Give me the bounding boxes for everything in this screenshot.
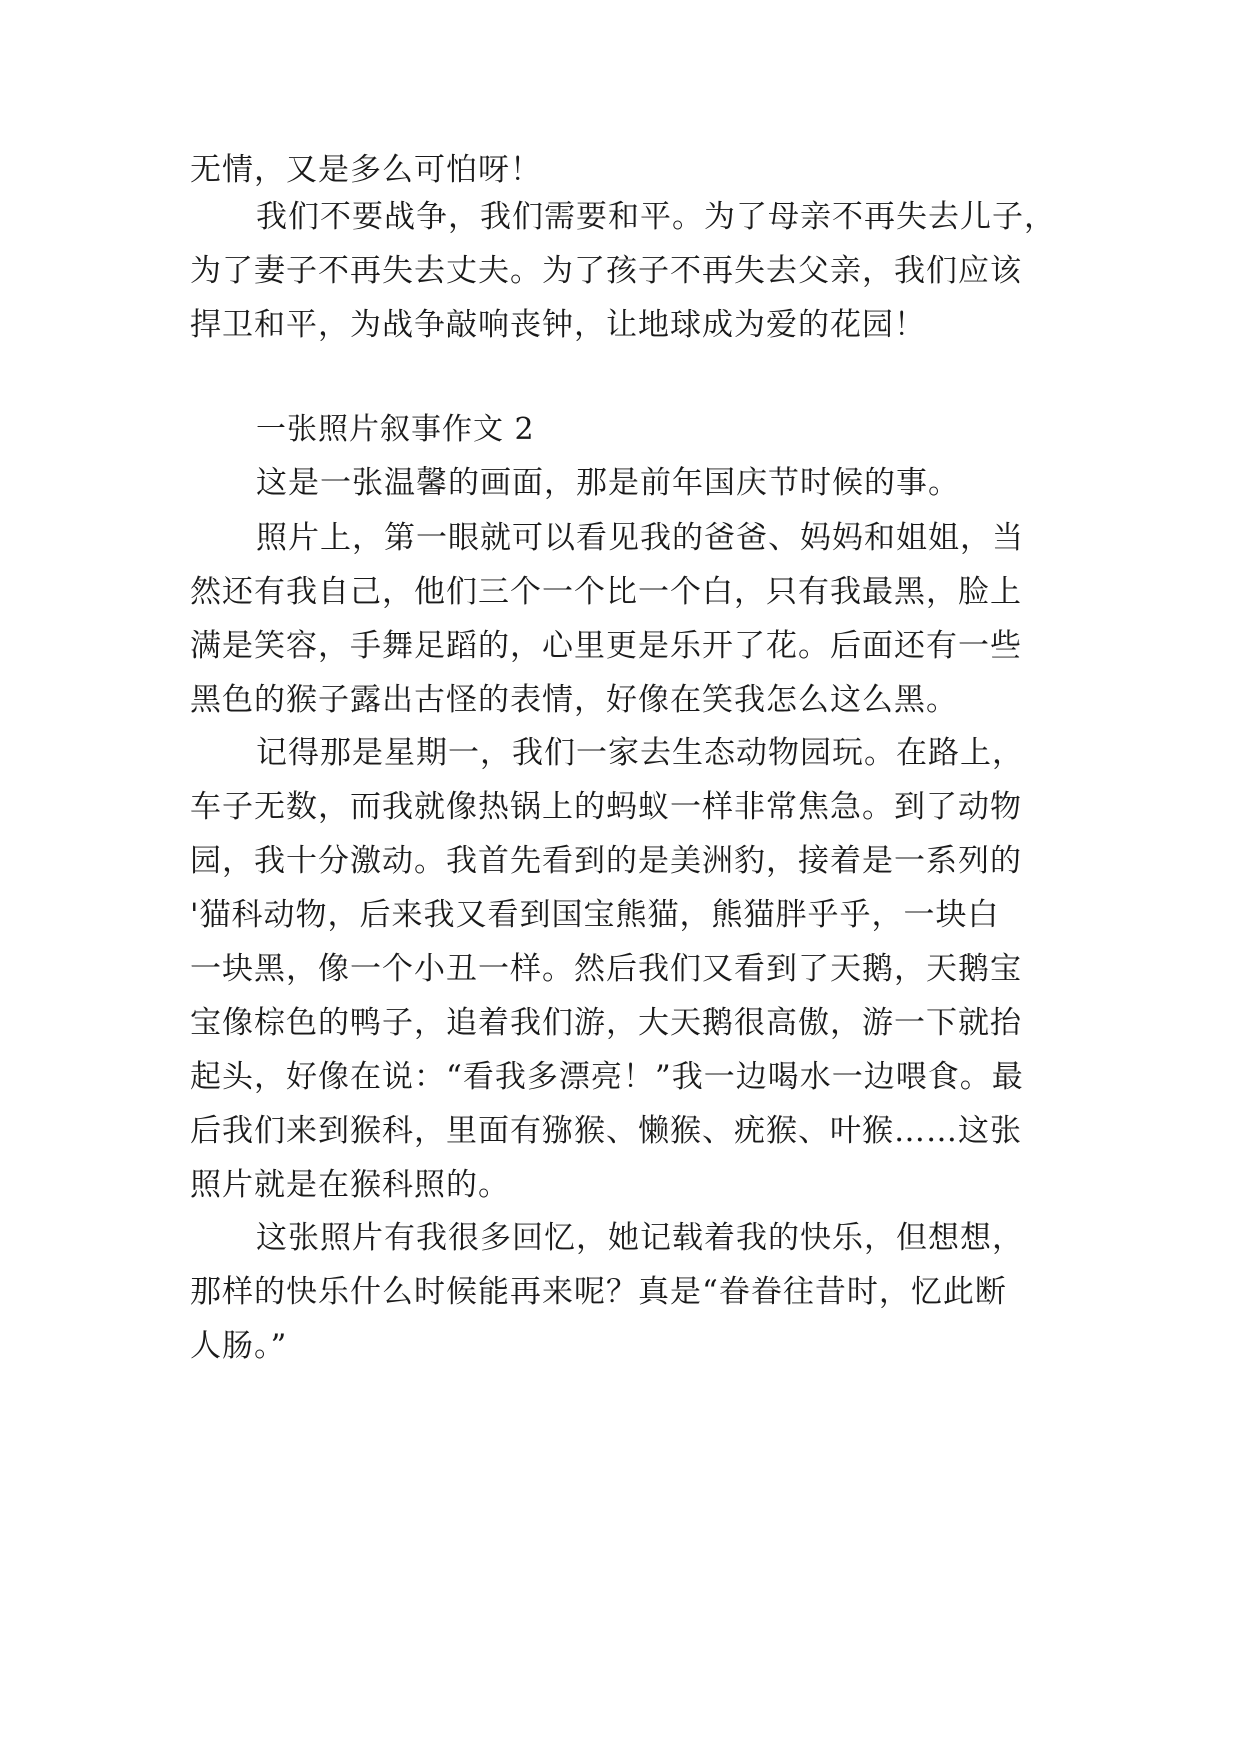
text-line: 宝像棕色的鸭子，追着我们游，大天鹅很高傲，游一下就抬 [190, 1005, 1022, 1041]
text-line: 后我们来到猴科，里面有猕猴、懒猴、疣猴、叶猴……这张 [190, 1113, 1022, 1149]
paragraph-start: 这张照片有我很多回忆，她记载着我的快乐，但想想， [256, 1220, 1024, 1256]
paragraph-start: 这是一张温馨的画面，那是前年国庆节时候的事。 [256, 465, 960, 501]
text-line: 人肠。” [190, 1328, 288, 1364]
text-line: '猫科动物，后来我又看到国宝熊猫，熊猫胖乎乎，一块白 [190, 897, 1000, 933]
text-line: 为了妻子不再失去丈夫。为了孩子不再失去父亲，我们应该 [190, 253, 1022, 289]
section-heading: 一张照片叙事作文 2 [256, 412, 535, 447]
text-line: 黑色的猴子露出古怪的表情，好像在笑我怎么这么黑。 [190, 682, 958, 718]
text-line: 无情，又是多么可怕呀！ [190, 152, 542, 188]
paragraph-start: 我们不要战争，我们需要和平。为了母亲不再失去儿子， [256, 199, 1056, 235]
text-line: 起头，好像在说：“看我多漂亮！”我一边喝水一边喂食。最 [190, 1059, 1024, 1095]
text-line: 满是笑容，手舞足蹈的，心里更是乐开了花。后面还有一些 [190, 628, 1022, 664]
text-line: 园，我十分激动。我首先看到的是美洲豹，接着是一系列的 [190, 843, 1022, 879]
paragraph-start: 照片上，第一眼就可以看见我的爸爸、妈妈和姐姐，当 [256, 520, 1024, 556]
text-line: 然还有我自己，他们三个一个比一个白，只有我最黑，脸上 [190, 574, 1022, 610]
text-line: 车子无数，而我就像热锅上的蚂蚁一样非常焦急。到了动物 [190, 789, 1022, 825]
paragraph-start: 记得那是星期一，我们一家去生态动物园玩。在路上， [256, 735, 1024, 771]
text-line: 那样的快乐什么时候能再来呢？真是“眷眷往昔时，忆此断 [190, 1274, 1007, 1310]
text-line: 一块黑，像一个小丑一样。然后我们又看到了天鹅，天鹅宝 [190, 951, 1022, 987]
text-line: 捍卫和平，为战争敲响丧钟，让地球成为爱的花园！ [190, 307, 926, 343]
text-line: 照片就是在猴科照的。 [190, 1167, 510, 1203]
